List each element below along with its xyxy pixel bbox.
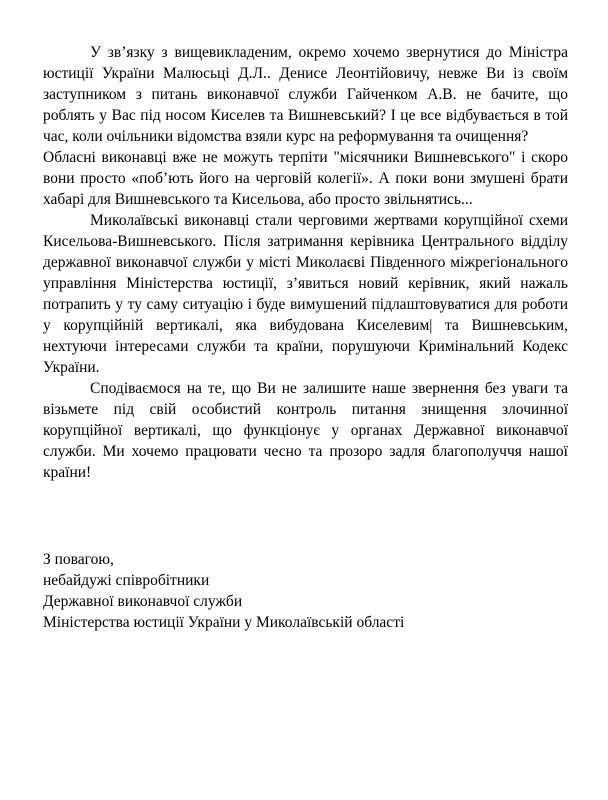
signature-line-employees: небайдужі співробітники [43, 572, 210, 589]
signature-line-service: Державної виконавчої служби [43, 593, 243, 610]
signature-block [43, 549, 568, 633]
paragraph-mykolaiv-executors: Миколаївські виконавці стали черговими жертвами корупційної схеми Кисельова-Вишневського. Після затримання керівника Центрального відділу державної виконавчої служби у місті Миколаєві Південного міжрегіонального управління Міністерства юстиції, з’явиться новий керівник, який нажаль потрапить у ту саму ситуацію і буде вимушений підлаштовуватися для роботи у корупційній вертикалі, яка вибудована Киселевим| та Вишневським, нехтуючи інтересами служби та країни, порушуючи Кримінальний Кодекс України. [43, 212, 568, 376]
paragraph-closing-request: Сподіваємося на те, що Ви не залишите наше звернення без уваги та візьмете під свій особистий контроль питання знищення злочинної корупційної вертикалі, що функціонує у органах Державної виконавчої служби. Ми хочемо працювати чесно та прозоро задля благополуччя нашої країни! [43, 380, 568, 481]
signature-line-regards: З повагою, [43, 551, 114, 568]
paragraph-regional-executors: Обласні виконавці вже не можуть терпіти "місячники Вишневського" і скоро вони просто «поб’ють його на черговій колегії». А поки вони змушені брати хабарі для Вишневського та Кисельова, або просто звільнятись... [43, 149, 568, 208]
signature-line-ministry-region: Міністерства юстиції України у Миколаївській області [43, 614, 405, 631]
paragraph-appeal-to-minister: У зв’язку з вищевикладеним, окремо хочемо звернутися до Міністра юстиції України Малюсьці Д.Л.. Денисе Леонтійовичу, невже Ви із своїм заступником з питань виконавчої служби Гайченком А.В. не бачите, що роблять у Вас під носом Киселев та Вишневський? І це все відбувається в той час, коли очільники відомства взяли курс на реформування та очищення? [43, 44, 568, 145]
